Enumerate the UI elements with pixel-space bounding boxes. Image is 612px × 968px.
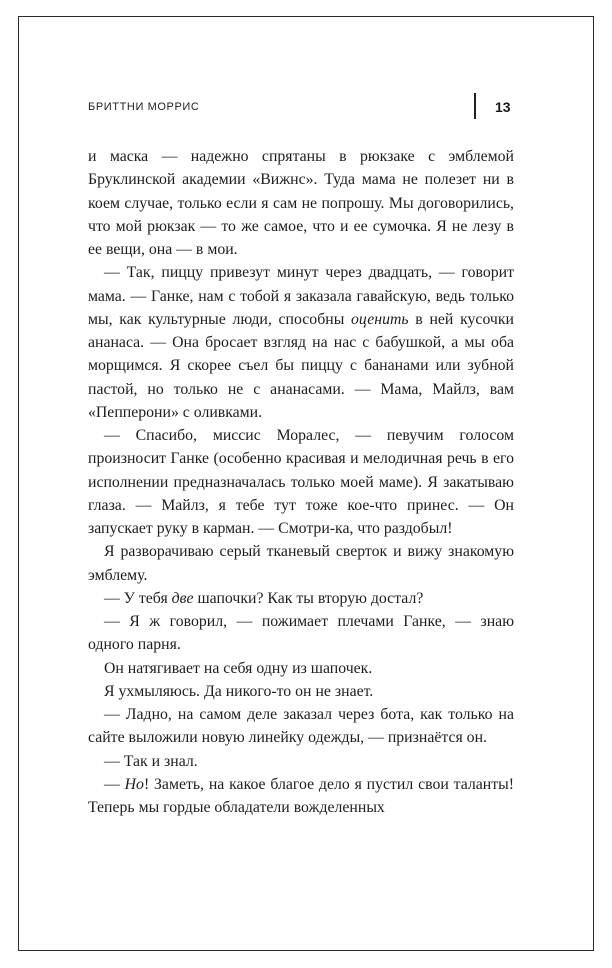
paragraph: [88, 680, 514, 703]
header-divider: [474, 93, 476, 119]
text-segment: Я разворачиваю серый тканевый сверток и вижу знакомую эмблему.: [88, 543, 514, 584]
paragraph: [88, 703, 514, 750]
paragraph: [88, 657, 514, 680]
text-segment: и маска — надежно спрятаны в рюкзаке с эмблемой Бруклинской академии «Вижнс». Туда мама не полезет ни в коем случае, только если я сам не попрошу. Мы договорились, что мой рюкзак — то же самое, что и ее сумочка. Я не лезу в ее вещи, она — в мои.: [88, 148, 514, 258]
author-name: БРИТТНИ МОРРИС: [88, 101, 200, 113]
text-segment: — У тебя: [104, 589, 172, 607]
text-segment: — Ладно, на самом деле заказал через бота, как только на сайте выложили новую линейку одежды, — признаётся он.: [88, 706, 514, 747]
paragraph: [88, 540, 514, 587]
paragraph: [88, 145, 514, 261]
text-segment: — Я ж говорил, — пожимает плечами Ганке, — знаю одного парня.: [88, 613, 514, 654]
paragraph: [88, 261, 514, 424]
paragraph: [88, 773, 514, 820]
italic-text: Но: [124, 775, 144, 793]
text-segment: — Так и знал.: [104, 752, 198, 770]
text-segment: Он натягивает на себя одну из шапочек.: [104, 659, 373, 677]
text-segment: —: [104, 775, 125, 793]
text-segment: Я ухмыляюсь. Да никого-то он не знает.: [104, 682, 374, 700]
page-number: 13: [495, 99, 511, 115]
text-segment: — Так, пиццу привезут минут через двадцать, — говорит мама. — Ганке, нам с тобой я заказала гавайскую, ведь только мы, как культурные люди, способны: [88, 264, 514, 328]
paragraph: [88, 610, 514, 657]
text-segment: ! Заметь, на какое благое дело я пустил свои таланты! Теперь мы гордые обладатели вожделенных: [88, 775, 514, 816]
running-head: [68, 93, 516, 123]
text-segment: — Спасибо, миссис Моралес, — певучим голосом произносит Ганке (особенно красивая и мелодичная речь в его исполнении предназначалась только моей маме). Я закатываю глаза. — Майлз, я тебе тут тоже кое-что принес. — Он запускает руку в карман. — Смотри-ка, что раздобыл!: [88, 427, 514, 537]
italic-text: оценить: [351, 310, 409, 328]
text-segment: в ней кусочки ананаса. — Она бросает взгляд на нас с бабушкой, а мы оба морщимся. Я скорее съел бы пиццу с бананами или зубной пастой, но только не с ананасами. — Мама, Майлз, вам «Пепперони» с оливками.: [88, 310, 515, 421]
paragraph: [88, 424, 514, 540]
paragraph: [88, 750, 514, 773]
body-text: [88, 145, 514, 819]
paragraph: [88, 587, 514, 610]
text-segment: шапочки? Как ты вторую достал?: [193, 589, 424, 607]
italic-text: две: [171, 589, 194, 607]
